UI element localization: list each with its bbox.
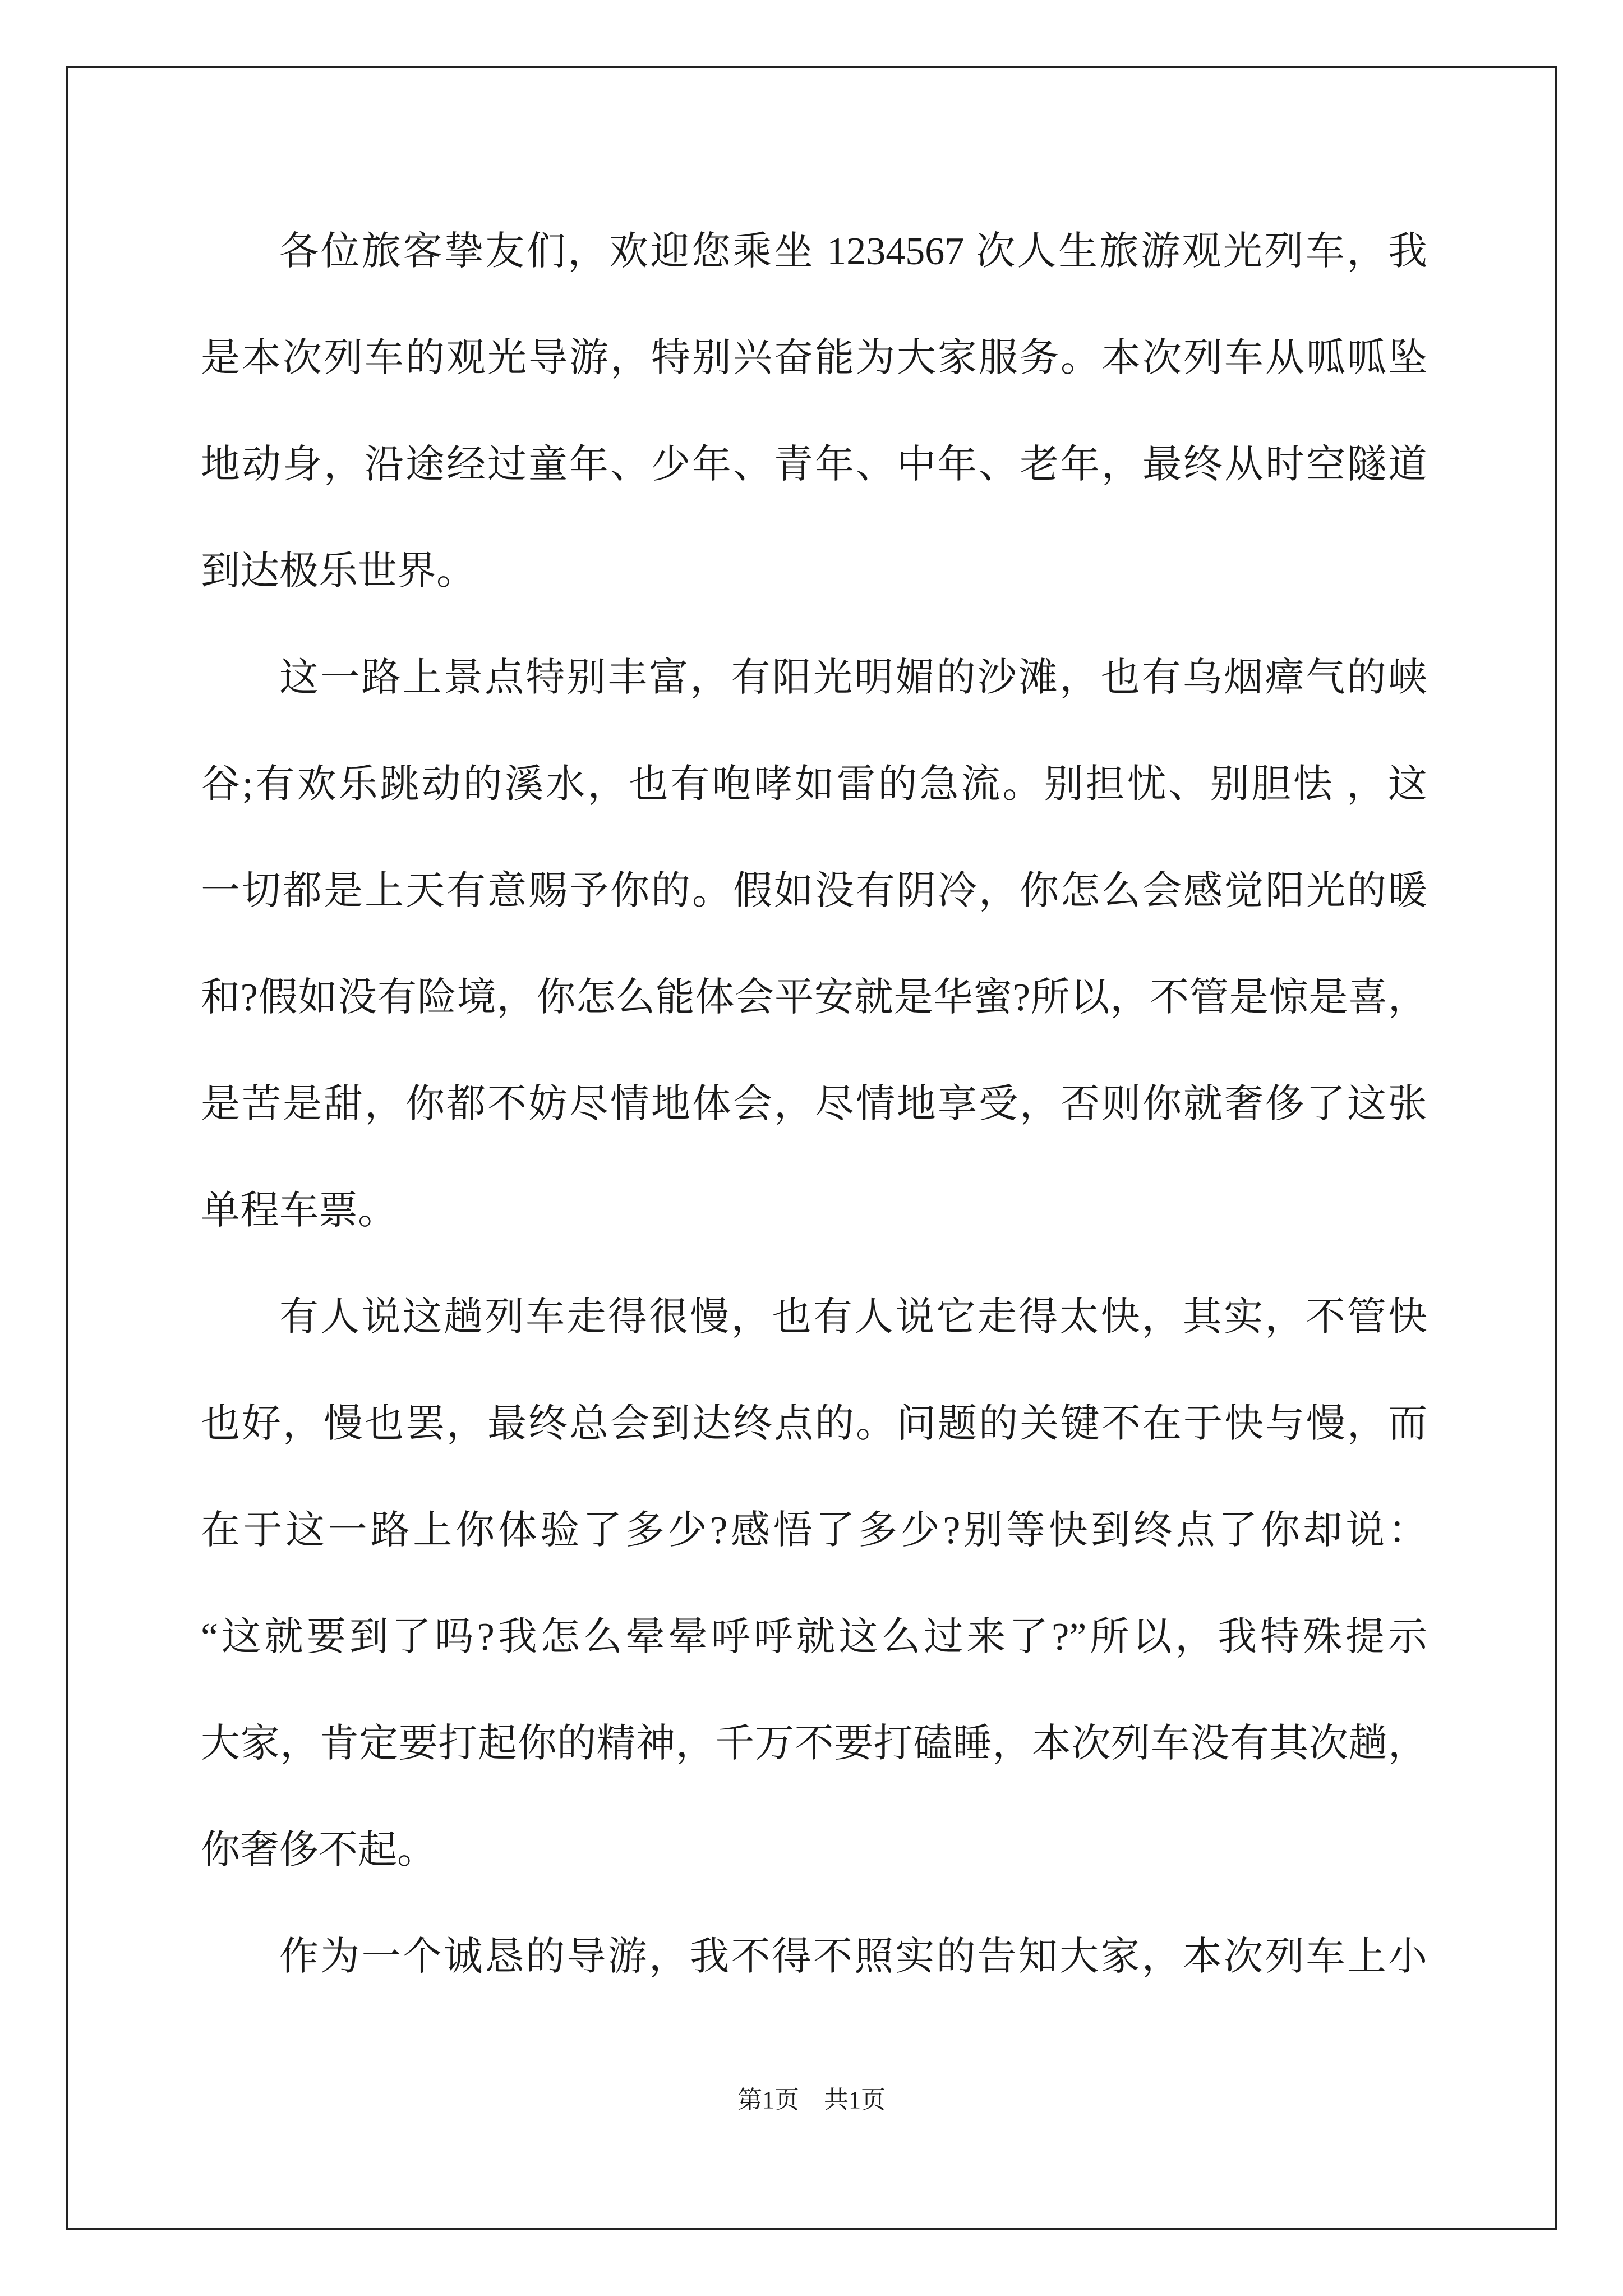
text-line: 这一路上景点特别丰富，有阳光明媚的沙滩，也有乌烟瘴气的峡 [279, 656, 1427, 700]
paragraph-2 [201, 625, 1427, 1264]
text-line: 和?假如没有险境，你怎么能体会平安就是华蜜?所以，不管是惊是喜， [201, 976, 1427, 1019]
text-line: 是苦是甜，你都不妨尽情地体会，尽情地享受，否则你就奢侈了这张 [201, 1083, 1427, 1126]
text-line: 一切都是上天有意赐予你的。假如没有阴冷，你怎么会感觉阳光的暖 [201, 869, 1427, 913]
paragraph-4 [201, 1904, 1427, 2010]
text-line: 有人说这趟列车走得很慢，也有人说它走得太快，其实，不管快 [279, 1296, 1427, 1339]
text-line: 也好，慢也罢，最终总会到达终点的。问题的关键不在于快与慢，而 [201, 1402, 1427, 1446]
text-line: 单程车票。 [201, 1189, 397, 1232]
paragraph-1 [201, 199, 1427, 625]
page-number-footer: 第1页 共1页 [737, 2086, 886, 2114]
text-line: 你奢侈不起。 [201, 1829, 436, 1872]
document-body [201, 199, 1427, 2010]
text-line: 作为一个诚恳的导游，我不得不照实的告知大家，本次列车上小 [279, 1935, 1427, 1978]
text-line: 大家，肯定要打起你的精神，千万不要打磕睡，本次列车没有其次趟， [201, 1722, 1427, 1765]
text-line: 是本次列车的观光导游，特别兴奋能为大家服务。本次列车从呱呱坠 [201, 337, 1427, 380]
text-line: 谷;有欢乐跳动的溪水，也有咆哮如雷的急流。别担忧、别胆怯 ，这 [201, 763, 1427, 806]
paragraph-3 [201, 1264, 1427, 1904]
text-line: 到达极乐世界。 [201, 550, 476, 593]
text-line: 在于这一路上你体验了多少?感悟了多少?别等快到终点了你却说： [201, 1509, 1427, 1552]
text-line: “这就要到了吗?我怎么晕晕呼呼就这么过来了?”所以，我特殊提示 [201, 1616, 1427, 1659]
text-line: 地动身，沿途经过童年、少年、青年、中年、老年，最终从时空隧道 [201, 443, 1427, 486]
text-line: 各位旅客挚友们，欢迎您乘坐 1234567 次人生旅游观光列车，我 [279, 230, 1427, 273]
